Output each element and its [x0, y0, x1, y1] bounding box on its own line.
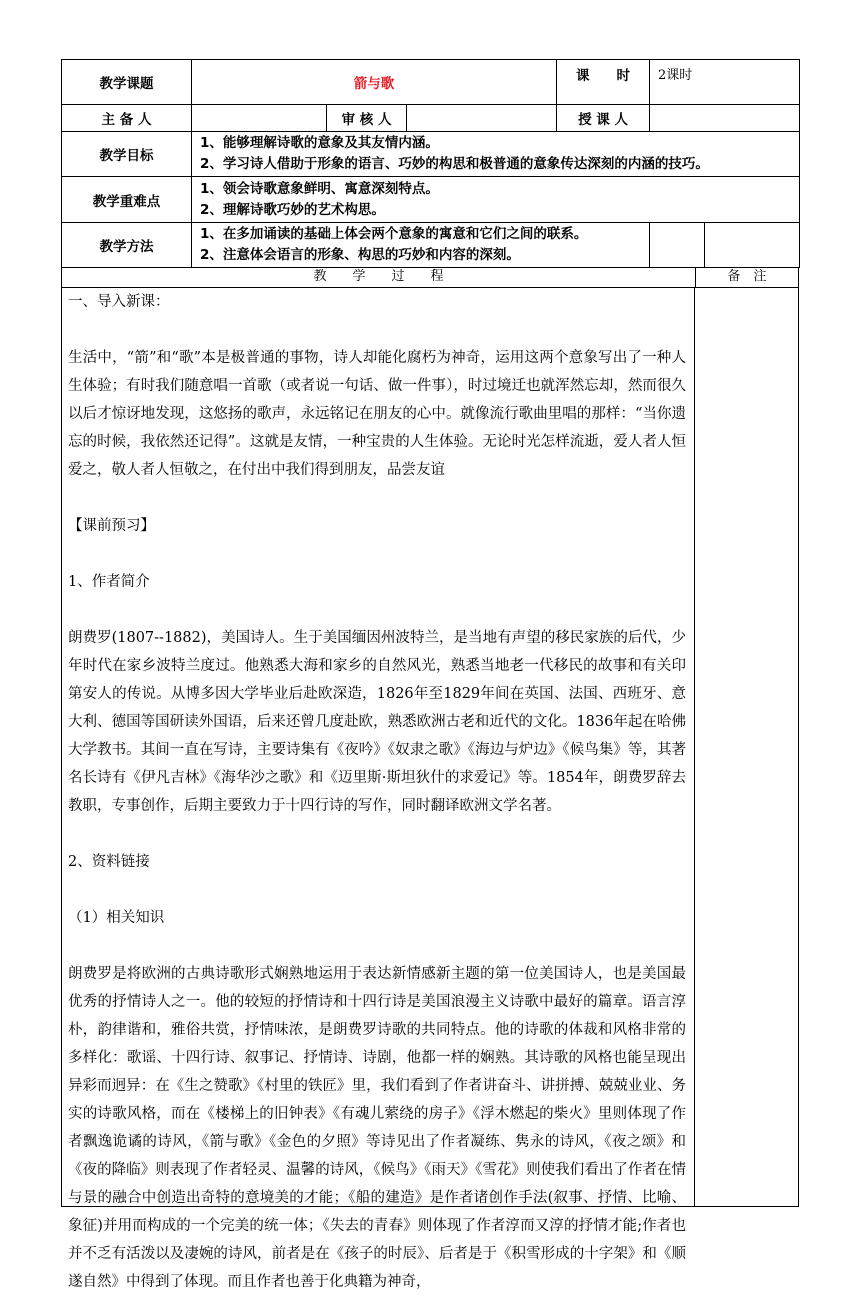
knowledge-paragraph: 朗费罗是将欧洲的古典诗歌形式娴熟地运用于表达新情感新主题的第一位美国诗人，也是美国最优秀的抒情诗人之一。他的较短的抒情诗和十四行诗是美国浪漫主义诗歌中最好的篇章。语言淳朴，韵律谐和，雅俗共赏，抒情味浓，是朗费罗诗歌的共同特点。他的诗歌的体裁和风格非常的多样化：歌谣、十四行诗、叙事记、抒情诗、诗剧，他都一样的娴熟。其诗歌的风格也能呈现出异彩而迥异：在《生之赞歌》《村里的铁匠》里，我们看到了作者讲奋斗、讲拼搏、兢兢业业、务实的诗歌风格，而在《楼梯上的旧钟表》《有魂儿萦绕的房子》《浮木燃起的柴火》里则体现了作者飘逸诡谲的诗风，《箭与歌》《金色的夕照》等诗见出了作者凝练、隽永的诗风，《夜之颂》和《夜的降临》则表现了作者轻灵、温馨的诗风，《候鸟》《雨天》《雪花》则使我们看出了作者在情与景的融合中创造出奇特的意境美的才能；《船的建造》是作者诸创作手法(叙事、抒情、比喻、象征)并用而构成的一个完美的统一体；《失去的青春》则体现了作者淳而又淳的抒情才能;作者也并不乏有活泼以及凄婉的诗风，前者是在《孩子的时辰》、后者是于《积雪形成的十字架》和《顺遂自然》中得到了体现。而且作者也善于化典籍为神奇，: [68, 966, 686, 1290]
goal-item: 2、学习诗人借助于形象的语言、巧妙的构思和极普通的意象传达深刻的内涵的技巧。: [200, 156, 709, 172]
key-point-item: 2、理解诗歌巧妙的艺术构思。: [200, 201, 385, 218]
author-heading: 1、作者简介: [68, 574, 150, 590]
reviewer-value: [407, 105, 557, 132]
resources-heading: 2、资料链接: [68, 854, 150, 870]
methods-empty-cell: [650, 223, 705, 268]
goals-cell: [192, 132, 800, 177]
key-points-label: 教学重难点: [62, 177, 192, 223]
author-paragraph: 朗费罗(1807--1882)，美国诗人。生于美国缅因州波特兰，是当地有声望的移民家族的后代，少年时代在家乡波特兰度过。他熟悉大海和家乡的自然风光，熟悉当地老一代移民的故事和有关印第安人的传说。从博多因大学毕业后赴欧深造，1826年至1829年间在英国、法国、西班牙、意大利、德国等国研读外国语，后来还曾几度赴欧，熟悉欧洲古老和近代的文化。1836年起在哈佛大学教书。其间一直在写诗，主要诗集有《夜吟》《奴隶之歌》《海边与炉边》《候鸟集》等，其著名长诗有《伊凡吉林》《海华沙之歌》和《迈里斯·斯坦狄什的求爱记》等。1854年，朗费罗辞去教职，专事创作，后期主要致力于十四行诗的写作，同时翻译欧洲文学名著。: [68, 630, 686, 814]
hours-value: 2课时: [650, 60, 800, 105]
key-point-item: 1、领会诗歌意象鲜明、寓意深刻特点。: [200, 180, 439, 197]
goal-item: 1、能够理解诗歌的意象及其友情内涵。: [200, 135, 439, 151]
teaching-process-section: [61, 267, 799, 1290]
hours-label: 课 时: [557, 60, 650, 105]
goals-label: 教学目标: [62, 132, 192, 177]
process-header-row: [62, 267, 798, 288]
teacher-label: 授 课 人: [557, 105, 650, 132]
methods-label: 教学方法: [62, 223, 192, 268]
intro-paragraph: 生活中，“箭”和“歌”本是极普通的事物，诗人却能化腐朽为神奇，运用这两个意象写出了一种人生体验；有时我们随意唱一首歌（或者说一句话、做一件事），时过境迁也就浑然忘却，然而很久以后才惊讶地发现，这悠扬的歌声，永远铭记在朋友的心中。就像流行歌曲里唱的那样：“当你遗忘的时候，我依然还记得”。这就是友情，一种宝贵的人生体验。无论时光怎样流逝，爱人者人恒爱之，敬人者人恒敬之，在付出中我们得到朋友，品尝友谊: [68, 350, 686, 478]
reviewer-label: 审 核 人: [327, 105, 407, 132]
topic-label: 教学课题: [62, 60, 192, 105]
methods-cell: [192, 223, 650, 268]
key-points-cell: [192, 177, 800, 223]
process-heading: 教 学 过 程: [62, 267, 696, 287]
method-item: 2、注意体会语言的形象、构思的巧妙和内容的深刻。: [200, 247, 520, 263]
methods-empty-cell: [705, 223, 800, 268]
lesson-title: 箭与歌: [192, 60, 557, 105]
teacher-value: [650, 105, 800, 132]
preparer-value: [192, 105, 327, 132]
preview-heading: 【课前预习】: [68, 518, 155, 534]
process-content: [62, 288, 695, 1290]
method-item: 1、在多加诵读的基础上体会两个意象的寓意和它们之间的联系。: [200, 226, 588, 242]
lesson-header-table: [61, 59, 799, 268]
section-intro-heading: 一、导入新课：: [68, 294, 170, 310]
preparer-label: 主 备 人: [62, 105, 192, 132]
notes-heading: 备 注: [727, 269, 767, 284]
related-knowledge-heading: （1）相关知识: [68, 910, 165, 926]
